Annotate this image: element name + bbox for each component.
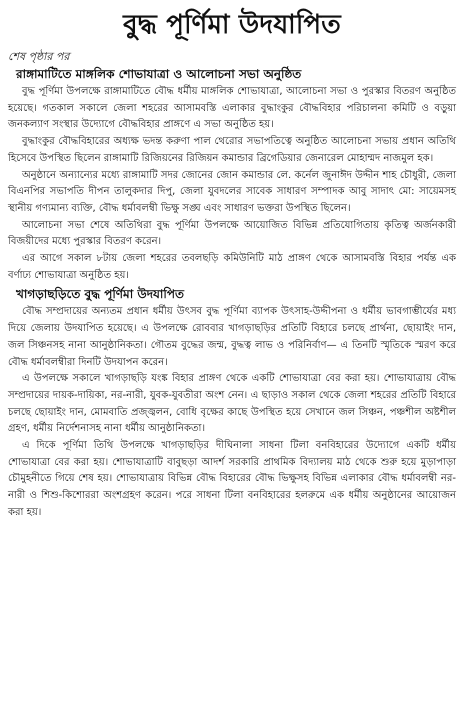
- khagrachari-paragraph-3: এ দিকে পূর্ণিমা তিথি উপলক্ষে খাগড়াছড়ির দীঘিনালা সাধনা টিলা বনবিহারের উদ্যোগে একটি ধর্মীয় শোভাযাত্রা বের করা হয়। শোভাযাত্রাটি বাবুছড়া আদর্শ সরকারি প্রাথমিক বিদ্যালয় মাঠ থেকে শুরু হয়ে মুড়াপাড়া চৌমুহনীতে গিয়ে শেষ হয়। শোভাযাত্রায় বিভিন্ন বৌদ্ধ বিহারের বৌদ্ধ ভিক্ষুসহ বিভিন্ন এলাকার বৌদ্ধ ধর্মাবলম্বী নর-নারী ও শিশু-কিশোররা অংশগ্রহণ করেন। পরে সাধনা টিলা বনবিহারের হলরুমে এক ধর্মীয় অনুষ্ঠানের আয়োজন করা হয়।: [8, 440, 456, 518]
- rangamati-paragraph-5: এর আগে সকাল ৮টায় জেলা শহরের তবলছড়ি কমিউনিটি মাঠ প্রাঙ্গণ থেকে আসামবস্তি বিহার পর্যন্ত এক বর্ণাঢ্য শোভাযাত্রা অনুষ্ঠিত হয়।: [8, 253, 456, 281]
- khagrachari-paragraph-2: এ উপলক্ষে সকালে খাগড়াছড়ি যংঙ্ক বিহার প্রাঙ্গণ থেকে একটি শোভাযাত্রা বের করা হয়। শোভাযাত্রায় বৌদ্ধ সম্প্রদায়ের দায়ক-দায়িকা, নর-নারী, যুবক-যুবতীরা অংশ নেন। এ ছাড়াও সকাল থেকে জেলা শহরের প্রতিটি বিহারে চলছে ছোয়াইং দান, মোমবাতি প্রজ্জ্বলন, বোধি বৃক্ষের কাছে উপস্থিত হয়ে সেখানে জল সিঞ্চন, পঞ্চশীল অষ্টশীল গ্রহণ, ধর্মীয় নির্দেশনাসহ নানা ধর্মীয় আনুষ্ঠানিকতা।: [8, 373, 456, 435]
- continued-label: শেষ পৃষ্ঠার পর: [8, 50, 70, 63]
- rangamati-paragraph-2: বুদ্ধাংকুর বৌদ্ধবিহারের অধ্যক্ষ ভদন্ত করুণা পাল থেরোর সভাপতিত্বে অনুষ্ঠিত আলোচনা সভায় প্রধান অতিথি হিসেবে উপস্থিত ছিলেন রাঙ্গামাটি রিজিয়নের রিজিয়ন কমান্ডার ব্রিগেডিয়ার জেনারেল মোহাম্মদ নাজমুল হক।: [8, 136, 456, 164]
- section-title-khagrachari: খাগড়াছড়িতে বুদ্ধ পূর্ণিমা উদযাপিত: [16, 287, 184, 302]
- rangamati-paragraph-3: অনুষ্ঠানে অন্যান্যের মধ্যে রাঙ্গামাটি সদর জোনের জোন কমান্ডার লে. কর্নেল জুনাঈদ উদ্দীন শাহ চৌধুরী, জেলা বিএনপির সভাপতি দীপন তালুকদার দিপু, জেলা যুবদলের সাবেক সাধারণ সম্পাদক আবু সাদাৎ মো: সায়েমসহ স্থানীয় গণ্যমান্য ব্যক্তি, বৌদ্ধ ধর্মাবলম্বী ভিক্ষু সঙ্ঘ এবং সাধারণ ভক্তরা উপস্থিত ছিলেন।: [8, 169, 456, 214]
- khagrachari-paragraph-1: বৌদ্ধ সম্প্রদায়ের অন্যতম প্রধান ধর্মীয় উৎসব বুদ্ধ পূর্ণিমা ব্যাপক উৎসাহ-উদ্দীপনা ও ধর্মীয় ভাবগাম্ভীর্যের মধ্য দিয়ে জেলায় উদযাপিত হয়েছে। এ উপলক্ষে রোববার খাগড়াছড়ির প্রতিটি বিহারে চলছে প্রার্থনা, ছোয়াইং দান, জল সিঞ্চনসহ নানা আনুষ্ঠানিকতা। গৌতম বুদ্ধের জন্ম, বুদ্ধত্ব লাভ ও পরিনির্বাণ— এ তিনটি স্মৃতিকে স্মরণ করে বৌদ্ধ ধর্মাবলম্বীরা দিনটি উদযাপন করেন।: [8, 306, 456, 368]
- section-title-rangamati: রাঙ্গামাটিতে মাঙ্গলিক শোভাযাত্রা ও আলোচনা সভা অনুষ্ঠিত: [16, 67, 302, 81]
- rangamati-paragraph-4: আলোচনা সভা শেষে অতিথিরা বুদ্ধ পূর্ণিমা উপলক্ষে আয়োজিত বিভিন্ন প্রতিযোগিতায় কৃতিত্ব অর্জনকারী বিজয়ীদের মধ্যে পুরস্কার বিতরণ করেন।: [8, 219, 456, 248]
- rangamati-paragraph-1: বুদ্ধ পূর্ণিমা উপলক্ষে রাঙ্গামাটিতে বৌদ্ধ ধর্মীয় মাঙ্গলিক শোভাযাত্রা, আলোচনা সভা ও পুরস্কার বিতরণ অনুষ্ঠিত হয়েছে। গতকাল সকালে জেলা শহরের আসামবস্তি এলাকার বুদ্ধাংকুর বৌদ্ধবিহার পরিচালনা কমিটি ও বড়ুয়া জনকল্যাণ সংস্থার উদ্যোগে বৌদ্ধবিহার প্রাঙ্গণে এ সভা অনুষ্ঠিত হয়।: [8, 86, 456, 131]
- headline: বুদ্ধ পূর্ণিমা উদযাপিত: [123, 10, 341, 40]
- headline-box: [8, 8, 456, 42]
